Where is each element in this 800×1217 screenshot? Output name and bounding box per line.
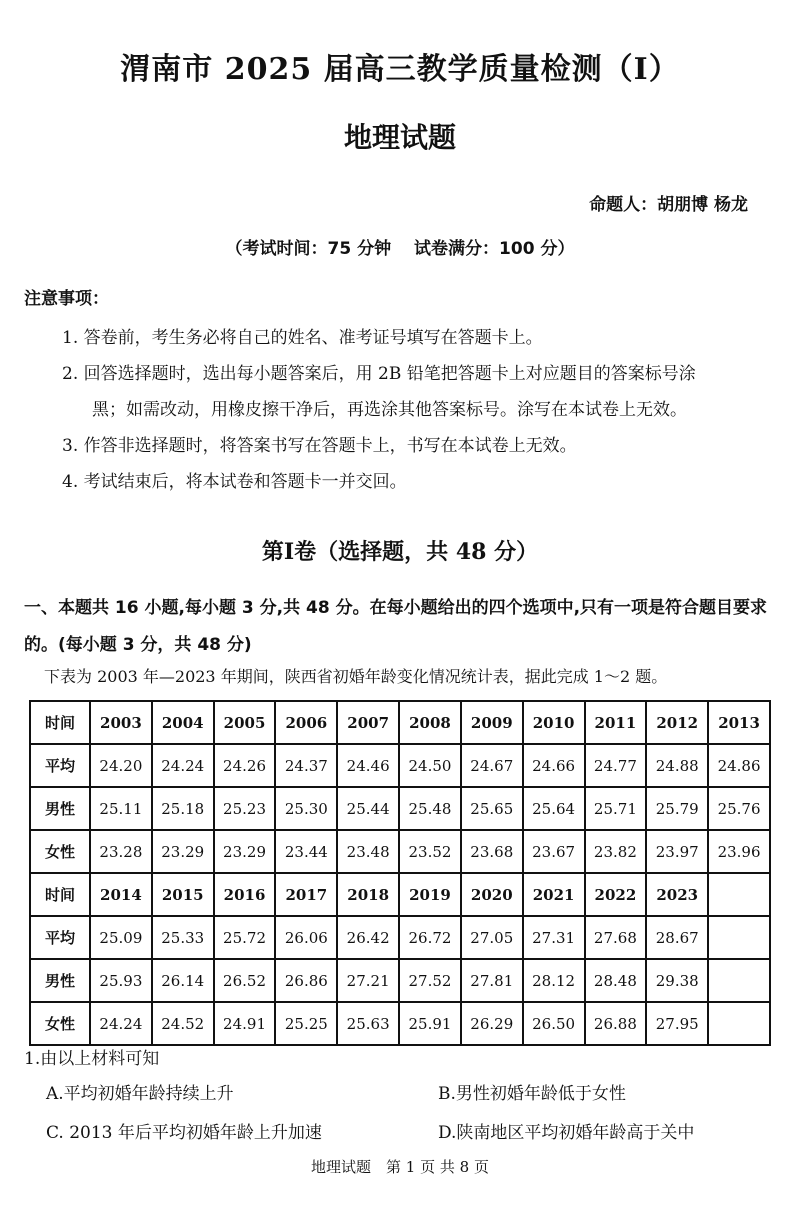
value-cell: 23.52 [399, 830, 461, 873]
year-cell: 2022 [585, 873, 647, 916]
option-d: D.陕南地区平均初婚年龄高于关中 [438, 1123, 695, 1143]
value-cell: 25.72 [214, 916, 276, 959]
value-cell: 26.88 [585, 1002, 647, 1045]
value-cell: 24.50 [399, 744, 461, 787]
note-item: 3. 作答非选择题时，将答案书写在答题卡上，书写在本试卷上无效。 [62, 436, 577, 456]
value-cell: 23.29 [152, 830, 214, 873]
value-cell: 26.14 [152, 959, 214, 1002]
value-cell: 23.96 [708, 830, 770, 873]
value-cell: 24.24 [152, 744, 214, 787]
value-cell: 24.88 [646, 744, 708, 787]
value-cell: 23.68 [461, 830, 523, 873]
value-cell: 25.33 [152, 916, 214, 959]
year-cell: 2021 [523, 873, 585, 916]
row-label-cell: 女性 [30, 830, 90, 873]
value-cell: 24.20 [90, 744, 152, 787]
value-cell: 27.21 [337, 959, 399, 1002]
year-cell: 2020 [461, 873, 523, 916]
value-cell: 29.38 [646, 959, 708, 1002]
value-cell: 25.09 [90, 916, 152, 959]
table-row [30, 787, 770, 830]
option-c: C. 2013 年后平均初婚年龄上升加速 [46, 1123, 322, 1143]
year-cell: 2013 [708, 701, 770, 744]
section-instructions: 一、本题共 16 小题,每小题 3 分,共 48 分。在每小题给出的四个选项中,只有一项是符合题目要求的。(每小题 3 分，共 48 分) [24, 598, 768, 655]
table-row [30, 873, 770, 916]
table-row [30, 830, 770, 873]
table-row [30, 916, 770, 959]
year-cell: 2019 [399, 873, 461, 916]
value-cell: 27.95 [646, 1002, 708, 1045]
value-cell: 26.06 [275, 916, 337, 959]
value-cell: 26.29 [461, 1002, 523, 1045]
row-label-cell: 男性 [30, 959, 90, 1002]
value-cell: 23.48 [337, 830, 399, 873]
value-cell: 28.12 [523, 959, 585, 1002]
year-cell: 2016 [214, 873, 276, 916]
value-cell: 23.29 [214, 830, 276, 873]
page-footer: 地理试题 第 1 页 共 8 页 [311, 1158, 489, 1176]
row-label-cell: 女性 [30, 1002, 90, 1045]
value-cell: 25.76 [708, 787, 770, 830]
marriage-age-table [29, 700, 771, 1046]
value-cell: 24.66 [523, 744, 585, 787]
year-cell: 2014 [90, 873, 152, 916]
note-item: 1. 答卷前，考生务必将自己的姓名、准考证号填写在答题卡上。 [62, 328, 543, 348]
exam-title: 渭南市 2025 届高三教学质量检测（Ⅰ） [120, 52, 680, 87]
value-cell: 26.72 [399, 916, 461, 959]
row-label-cell: 平均 [30, 916, 90, 959]
table-row [30, 959, 770, 1002]
value-cell: 25.91 [399, 1002, 461, 1045]
option-b: B.男性初婚年龄低于女性 [438, 1084, 626, 1104]
year-cell: 2004 [152, 701, 214, 744]
year-cell: 2007 [337, 701, 399, 744]
value-cell: 23.44 [275, 830, 337, 873]
notes-heading: 注意事项： [24, 289, 109, 309]
question-1-stem: 1.由以上材料可知 [24, 1049, 160, 1069]
year-cell: 2010 [523, 701, 585, 744]
value-cell: 27.31 [523, 916, 585, 959]
value-cell: 25.93 [90, 959, 152, 1002]
value-cell: 24.37 [275, 744, 337, 787]
value-cell: 26.50 [523, 1002, 585, 1045]
table-row [30, 744, 770, 787]
value-cell: 26.86 [275, 959, 337, 1002]
note-item: 4. 考试结束后，将本试卷和答题卡一并交回。 [62, 472, 407, 492]
value-cell: 27.81 [461, 959, 523, 1002]
table-row [30, 701, 770, 744]
value-cell [708, 1002, 770, 1045]
value-cell: 26.42 [337, 916, 399, 959]
note-item: 2. 回答选择题时，选出每小题答案后，用 2B 铅笔把答题卡上对应题目的答案标号涂 [62, 364, 696, 384]
value-cell: 23.97 [646, 830, 708, 873]
value-cell: 24.26 [214, 744, 276, 787]
option-a: A.平均初婚年龄持续上升 [46, 1084, 234, 1104]
notes-list [62, 320, 774, 500]
value-cell: 28.48 [585, 959, 647, 1002]
value-cell [708, 959, 770, 1002]
subject-title: 地理试题 [343, 121, 456, 154]
value-cell: 25.64 [523, 787, 585, 830]
value-cell: 26.52 [214, 959, 276, 1002]
value-cell: 25.63 [337, 1002, 399, 1045]
authors: 命题人：胡朋博 杨龙 [589, 195, 748, 215]
value-cell: 24.86 [708, 744, 770, 787]
value-cell: 25.23 [214, 787, 276, 830]
year-cell: 2012 [646, 701, 708, 744]
year-cell: 2006 [275, 701, 337, 744]
value-cell: 23.82 [585, 830, 647, 873]
year-cell: 2011 [585, 701, 647, 744]
year-cell: 2009 [461, 701, 523, 744]
value-cell: 25.44 [337, 787, 399, 830]
row-label-cell: 时间 [30, 701, 90, 744]
value-cell: 25.65 [461, 787, 523, 830]
value-cell: 24.46 [337, 744, 399, 787]
row-label-cell: 男性 [30, 787, 90, 830]
value-cell: 25.25 [275, 1002, 337, 1045]
year-cell: 2017 [275, 873, 337, 916]
value-cell: 27.05 [461, 916, 523, 959]
table-row [30, 1002, 770, 1045]
value-cell: 25.79 [646, 787, 708, 830]
value-cell: 24.24 [90, 1002, 152, 1045]
value-cell: 25.11 [90, 787, 152, 830]
value-cell: 27.52 [399, 959, 461, 1002]
value-cell: 25.71 [585, 787, 647, 830]
note-item: 黑；如需改动，用橡皮擦干净后，再选涂其他答案标号。涂写在本试卷上无效。 [92, 400, 687, 420]
value-cell: 24.52 [152, 1002, 214, 1045]
exam-info: （考试时间：75 分钟 试卷满分：100 分） [225, 239, 575, 259]
year-cell [708, 873, 770, 916]
year-cell: 2018 [337, 873, 399, 916]
table-intro: 下表为 2003 年—2023 年期间，陕西省初婚年龄变化情况统计表，据此完成 1～2 题。 [44, 667, 668, 686]
value-cell: 24.67 [461, 744, 523, 787]
year-cell: 2005 [214, 701, 276, 744]
value-cell: 24.91 [214, 1002, 276, 1045]
value-cell: 24.77 [585, 744, 647, 787]
value-cell [708, 916, 770, 959]
value-cell: 23.67 [523, 830, 585, 873]
value-cell: 25.48 [399, 787, 461, 830]
section-title: 第Ⅰ卷（选择题，共 48 分） [261, 539, 539, 565]
year-cell: 2008 [399, 701, 461, 744]
value-cell: 23.28 [90, 830, 152, 873]
value-cell: 25.30 [275, 787, 337, 830]
row-label-cell: 平均 [30, 744, 90, 787]
value-cell: 27.68 [585, 916, 647, 959]
value-cell: 25.18 [152, 787, 214, 830]
row-label-cell: 时间 [30, 873, 90, 916]
year-cell: 2015 [152, 873, 214, 916]
value-cell: 28.67 [646, 916, 708, 959]
year-cell: 2023 [646, 873, 708, 916]
year-cell: 2003 [90, 701, 152, 744]
